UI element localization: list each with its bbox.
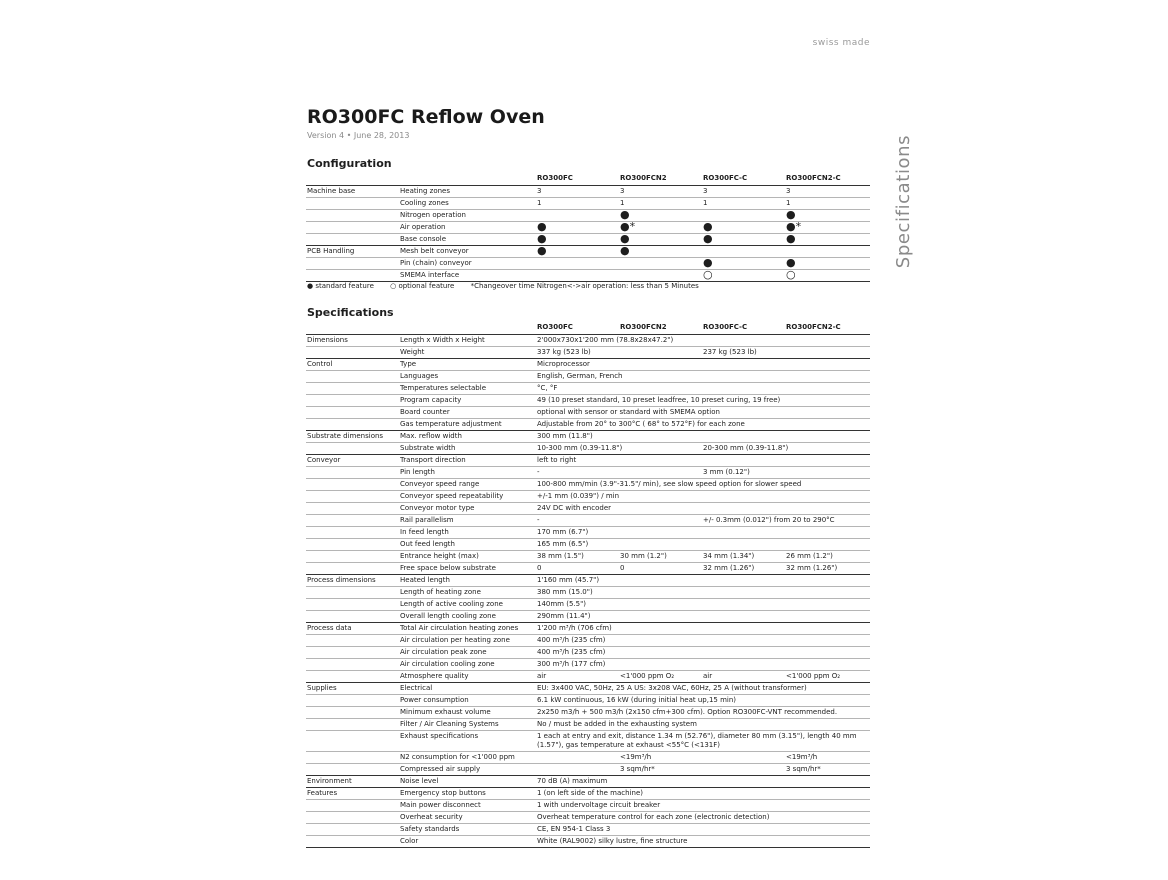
row-value: <1'000 ppm O₂ [785, 671, 870, 683]
row-value [536, 270, 619, 282]
row-value [536, 210, 619, 222]
table-row [306, 371, 870, 383]
row-value: 100-800 mm/min (3.9"-31.5"/ min), see slow speed option for slower speed [536, 479, 870, 491]
row-value: 3 mm (0.12") [702, 467, 785, 479]
row-value: 1 (on left side of the machine) [536, 788, 870, 800]
row-label: Air circulation per heating zone [399, 635, 536, 647]
row-value: 3 sqm/hr* [619, 764, 702, 776]
table-row [306, 671, 870, 683]
row-value: 300 m³/h (177 cfm) [536, 659, 870, 671]
legend-standard: ● standard feature [307, 282, 374, 290]
table-row [306, 539, 870, 551]
row-value: Microprocessor [536, 359, 870, 371]
row-category [306, 258, 399, 270]
row-value: +/- 0.3mm (0.012") from 20 to 290°C [702, 515, 785, 527]
row-category [306, 824, 399, 836]
row-value [702, 246, 785, 258]
row-value [536, 258, 619, 270]
row-value: ● [785, 234, 870, 246]
row-category: Process dimensions [306, 575, 399, 587]
row-label: Overheat security [399, 812, 536, 824]
config-col-ro300fc-c: RO300FC-C [703, 174, 748, 182]
row-category [306, 443, 399, 455]
row-value: 1'200 m³/h (706 cfm) [536, 623, 870, 635]
row-value: 3 [536, 186, 619, 198]
row-category [306, 503, 399, 515]
row-label: Cooling zones [399, 198, 536, 210]
table-row [306, 719, 870, 731]
row-label: Conveyor motor type [399, 503, 536, 515]
row-category [306, 551, 399, 563]
row-label: In feed length [399, 527, 536, 539]
row-label: Max. reflow width [399, 431, 536, 443]
row-label: Length of active cooling zone [399, 599, 536, 611]
row-value: - [536, 515, 619, 527]
row-value: ● [785, 210, 870, 222]
row-category [306, 395, 399, 407]
row-value: 140mm (5.5") [536, 599, 870, 611]
row-label: Air circulation cooling zone [399, 659, 536, 671]
table-row [306, 623, 870, 635]
row-value: ● [536, 246, 619, 258]
row-category [306, 635, 399, 647]
row-value: ●* [619, 222, 702, 234]
row-category [306, 270, 399, 282]
spec-col-ro300fcn2-c: RO300FCN2-C [786, 323, 841, 331]
row-value: English, German, French [536, 371, 870, 383]
row-label: Type [399, 359, 536, 371]
row-value: 20-300 mm (0.39-11.8") [702, 443, 785, 455]
row-value [619, 347, 702, 359]
row-value: Adjustable from 20° to 300°C ( 68° to 572°F) for each zone [536, 419, 870, 431]
row-category: Process data [306, 623, 399, 635]
spec-col-ro300fc: RO300FC [537, 323, 573, 331]
row-label: Filter / Air Cleaning Systems [399, 719, 536, 731]
row-category [306, 836, 399, 848]
row-category [306, 707, 399, 719]
table-row [306, 491, 870, 503]
row-label: Rail parallelism [399, 515, 536, 527]
row-value: 70 dB (A) maximum [536, 776, 870, 788]
table-row [306, 575, 870, 587]
row-value: 32 mm (1.26") [785, 563, 870, 575]
row-value [536, 752, 619, 764]
row-value: 337 kg (523 lb) [536, 347, 619, 359]
table-row [306, 800, 870, 812]
row-category: Substrate dimensions [306, 431, 399, 443]
row-value: 1'160 mm (45.7") [536, 575, 870, 587]
row-label: Conveyor speed range [399, 479, 536, 491]
row-label: Conveyor speed repeatability [399, 491, 536, 503]
table-row [306, 359, 870, 371]
row-value: - [536, 467, 619, 479]
row-label: Program capacity [399, 395, 536, 407]
row-category [306, 812, 399, 824]
row-label: Base console [399, 234, 536, 246]
row-value: CE, EN 954-1 Class 3 [536, 824, 870, 836]
table-row [306, 186, 870, 198]
configuration-table [306, 173, 870, 282]
row-label: Heated length [399, 575, 536, 587]
row-value [785, 246, 870, 258]
row-value: 38 mm (1.5") [536, 551, 619, 563]
row-value: 2x250 m3/h + 500 m3/h (2x150 cfm+300 cfm). Option RO300FC-VNT recommended. [536, 707, 870, 719]
row-value: 6.1 kW continuous, 16 kW (during initial heat up,15 min) [536, 695, 870, 707]
row-value: 10-300 mm (0.39-11.8") [536, 443, 619, 455]
table-row [306, 455, 870, 467]
row-value: White (RAL9002) silky lustre, fine structure [536, 836, 870, 848]
row-category [306, 347, 399, 359]
row-value: ●* [785, 222, 870, 234]
row-value [619, 258, 702, 270]
side-section-label [892, 135, 916, 270]
config-col-ro300fcn2-c: RO300FCN2-C [786, 174, 841, 182]
row-label: Pin (chain) conveyor [399, 258, 536, 270]
row-value: 1 each at entry and exit, distance 1.34 m (52.76"), diameter 80 mm (3.15"), length 40 mm (1.57"), gas temperature at exhaust <55°C (<131F) [536, 731, 870, 752]
row-category [306, 383, 399, 395]
row-value: 400 m³/h (235 cfm) [536, 647, 870, 659]
row-value: ● [619, 210, 702, 222]
table-row [306, 812, 870, 824]
row-category [306, 764, 399, 776]
row-value: ● [702, 258, 785, 270]
row-value: 400 m³/h (235 cfm) [536, 635, 870, 647]
row-value: 1 [619, 198, 702, 210]
row-value [619, 270, 702, 282]
row-label: Length of heating zone [399, 587, 536, 599]
brand-tagline: swiss made [812, 38, 870, 48]
spec-col-ro300fcn2: RO300FCN2 [620, 323, 667, 331]
row-value: 0 [536, 563, 619, 575]
row-label: Noise level [399, 776, 536, 788]
row-value [619, 467, 702, 479]
table-row [306, 587, 870, 599]
table-row [306, 599, 870, 611]
row-value: optional with sensor or standard with SMEMA option [536, 407, 870, 419]
row-value [785, 467, 870, 479]
row-label: Length x Width x Height [399, 335, 536, 347]
row-category [306, 563, 399, 575]
table-row [306, 824, 870, 836]
row-label: Main power disconnect [399, 800, 536, 812]
row-value: 2'000x730x1'200 mm (78.8x28x47.2") [536, 335, 870, 347]
row-category [306, 659, 399, 671]
spec-col-ro300fc-c: RO300FC-C [703, 323, 748, 331]
row-value: Overheat temperature control for each zone (electronic detection) [536, 812, 870, 824]
row-category: Conveyor [306, 455, 399, 467]
table-row [306, 635, 870, 647]
row-category [306, 752, 399, 764]
row-label: Electrical [399, 683, 536, 695]
row-category [306, 647, 399, 659]
row-label: Temperatures selectable [399, 383, 536, 395]
table-row [306, 395, 870, 407]
row-label: Weight [399, 347, 536, 359]
row-value: No / must be added in the exhausting system [536, 719, 870, 731]
row-label: Languages [399, 371, 536, 383]
row-value: 3 sqm/hr* [785, 764, 870, 776]
row-label: Color [399, 836, 536, 848]
document-version: Version 4 • June 28, 2013 [307, 131, 410, 140]
row-label: Gas temperature adjustment [399, 419, 536, 431]
configuration-legend [307, 282, 713, 290]
row-label: Pin length [399, 467, 536, 479]
row-label: N2 consumption for <1'000 ppm [399, 752, 536, 764]
row-category [306, 671, 399, 683]
row-value: 30 mm (1.2") [619, 551, 702, 563]
row-label: Total Air circulation heating zones [399, 623, 536, 635]
row-label: Emergency stop buttons [399, 788, 536, 800]
row-category [306, 599, 399, 611]
row-category [306, 695, 399, 707]
row-label: Nitrogen operation [399, 210, 536, 222]
table-row [306, 527, 870, 539]
table-row [306, 695, 870, 707]
row-label: SMEMA interface [399, 270, 536, 282]
row-label: Compressed air supply [399, 764, 536, 776]
legend-optional: ○ optional feature [390, 282, 455, 290]
row-value: 1 with undervoltage circuit breaker [536, 800, 870, 812]
row-category [306, 515, 399, 527]
configuration-header-row [306, 173, 870, 186]
row-value [785, 443, 870, 455]
row-category [306, 222, 399, 234]
specifications-header-row [306, 322, 870, 335]
row-value: 49 (10 preset standard, 10 preset leadfree, 10 preset curing, 19 free) [536, 395, 870, 407]
table-row [306, 683, 870, 695]
table-row [306, 764, 870, 776]
row-category [306, 731, 399, 752]
configuration-title: Configuration [307, 157, 392, 170]
row-category: PCB Handling [306, 246, 399, 258]
table-row [306, 563, 870, 575]
row-value: 237 kg (523 lb) [702, 347, 785, 359]
row-value: 1 [785, 198, 870, 210]
table-row [306, 270, 870, 282]
row-value: 1 [536, 198, 619, 210]
row-value: 170 mm (6.7") [536, 527, 870, 539]
row-value: ● [619, 234, 702, 246]
row-category [306, 234, 399, 246]
row-value: air [536, 671, 619, 683]
table-row [306, 551, 870, 563]
row-category [306, 539, 399, 551]
table-row [306, 335, 870, 347]
table-row [306, 611, 870, 623]
row-value: 3 [702, 186, 785, 198]
row-category: Machine base [306, 186, 399, 198]
table-row [306, 788, 870, 800]
table-row [306, 419, 870, 431]
row-value: air [702, 671, 785, 683]
row-value: <1'000 ppm O₂ [619, 671, 702, 683]
row-value: °C, °F [536, 383, 870, 395]
row-value [702, 764, 785, 776]
table-row [306, 647, 870, 659]
row-value: 26 mm (1.2") [785, 551, 870, 563]
row-category [306, 198, 399, 210]
row-value: ● [619, 246, 702, 258]
row-category: Dimensions [306, 335, 399, 347]
row-value: ● [536, 234, 619, 246]
row-value [619, 515, 702, 527]
table-row [306, 467, 870, 479]
table-row [306, 707, 870, 719]
table-row [306, 776, 870, 788]
row-value: 1 [702, 198, 785, 210]
row-label: Heating zones [399, 186, 536, 198]
specifications-table [306, 322, 870, 848]
row-value [536, 764, 619, 776]
row-value: left to right [536, 455, 870, 467]
row-value: 380 mm (15.0") [536, 587, 870, 599]
row-category [306, 527, 399, 539]
row-label: Free space below substrate [399, 563, 536, 575]
table-row [306, 443, 870, 455]
row-label: Atmosphere quality [399, 671, 536, 683]
row-label: Board counter [399, 407, 536, 419]
row-value: <19m³/h [619, 752, 702, 764]
row-value [785, 347, 870, 359]
row-value: ○ [785, 270, 870, 282]
config-col-ro300fc: RO300FC [537, 174, 573, 182]
row-value: ● [785, 258, 870, 270]
row-category [306, 611, 399, 623]
row-category [306, 719, 399, 731]
row-category [306, 407, 399, 419]
row-label: Entrance height (max) [399, 551, 536, 563]
row-value [619, 443, 702, 455]
row-category [306, 479, 399, 491]
side-section-label-text: Specifications [893, 134, 914, 269]
row-label: Overall length cooling zone [399, 611, 536, 623]
row-category [306, 210, 399, 222]
row-label: Air operation [399, 222, 536, 234]
table-row [306, 431, 870, 443]
row-value: ○ [702, 270, 785, 282]
row-value: 290mm (11.4") [536, 611, 870, 623]
row-category: Features [306, 788, 399, 800]
row-category [306, 371, 399, 383]
row-value: 24V DC with encoder [536, 503, 870, 515]
row-label: Exhaust specifications [399, 731, 536, 752]
table-row [306, 347, 870, 359]
table-row [306, 503, 870, 515]
document-title: RO300FC Reflow Oven [307, 106, 545, 128]
row-category [306, 587, 399, 599]
row-category [306, 467, 399, 479]
table-row [306, 383, 870, 395]
row-value [702, 752, 785, 764]
config-col-ro300fcn2: RO300FCN2 [620, 174, 667, 182]
row-category [306, 491, 399, 503]
table-row [306, 731, 870, 752]
row-value: ● [536, 222, 619, 234]
row-value: +/-1 mm (0.039") / min [536, 491, 870, 503]
row-category: Supplies [306, 683, 399, 695]
row-value: ● [702, 234, 785, 246]
legend-note: *Changeover time Nitrogen<->air operation: less than 5 Minutes [470, 282, 699, 290]
table-row [306, 659, 870, 671]
table-row [306, 407, 870, 419]
row-value [702, 210, 785, 222]
row-value: ● [702, 222, 785, 234]
row-label: Transport direction [399, 455, 536, 467]
row-value: 0 [619, 563, 702, 575]
row-value: 32 mm (1.26") [702, 563, 785, 575]
row-category: Environment [306, 776, 399, 788]
row-value: EU: 3x400 VAC, 50Hz, 25 A US: 3x208 VAC, 60Hz, 25 A (without transformer) [536, 683, 870, 695]
row-label: Safety standards [399, 824, 536, 836]
table-row [306, 836, 870, 848]
row-value: 34 mm (1.34") [702, 551, 785, 563]
table-row [306, 752, 870, 764]
row-category: Control [306, 359, 399, 371]
row-label: Minimum exhaust volume [399, 707, 536, 719]
row-value: 300 mm (11.8") [536, 431, 870, 443]
row-value: 3 [619, 186, 702, 198]
row-value: <19m³/h [785, 752, 870, 764]
specifications-title: Specifications [307, 306, 394, 319]
row-category [306, 800, 399, 812]
row-value: 165 mm (6.5") [536, 539, 870, 551]
table-row [306, 479, 870, 491]
row-category [306, 419, 399, 431]
row-label: Power consumption [399, 695, 536, 707]
row-label: Air circulation peak zone [399, 647, 536, 659]
table-row [306, 234, 870, 246]
row-label: Substrate width [399, 443, 536, 455]
row-value: 3 [785, 186, 870, 198]
row-label: Mesh belt conveyor [399, 246, 536, 258]
table-row [306, 515, 870, 527]
row-label: Out feed length [399, 539, 536, 551]
